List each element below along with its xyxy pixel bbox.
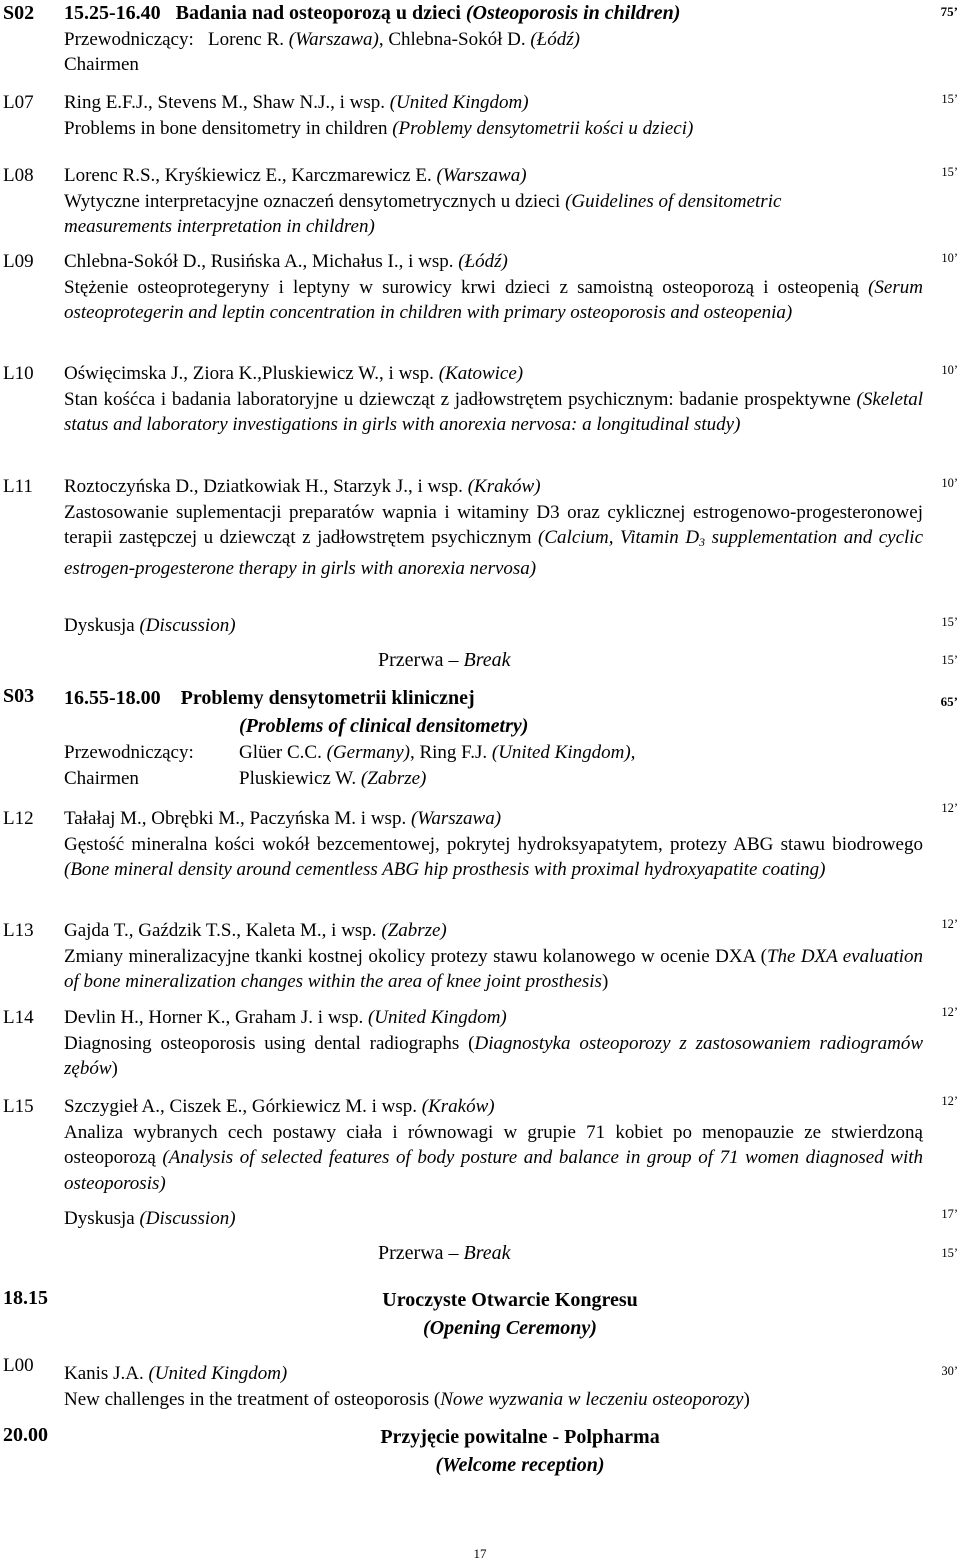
lecture-city: (Warszawa) [436,165,527,186]
lecture-authors: Ring E.F.J., Stevens M., Shaw N.J., i wsp. (United Kingdom) [64,92,529,113]
lecture-title-translation: (Calcium, Vitamin $D_3$ supplementation and cyclic estrogen-progesterone therapy in girls with anorexia nervosa) [64,527,924,579]
session-chairs [64,740,923,766]
lecture-duration: 12’ [941,1005,958,1019]
chair-name: , Chlebna-Sokół D. [378,28,526,50]
opening-title [330,1286,690,1342]
lecture-authors: Gajda T., Gaździk T.S., Kaleta M., i wsp. (Zabrze) [64,920,447,941]
lecture-body [64,1094,923,1196]
opening-title-pl: Uroczyste Otwarcie Kongresu [382,1289,638,1311]
session-time: 16.55-18.00 [64,687,161,709]
chair-name: Pluskiewicz W. [239,767,357,789]
lecture-body [64,90,923,141]
lecture-title-translation: (Bone mineral density around cementless ABG hip prosthesis with proximal hydroxyapatite coating) [64,859,826,880]
opening-title-en: (Opening Ceremony) [423,1317,597,1339]
lecture-city: (United Kingdom) [389,92,529,113]
discussion-label: Dyskusja (Discussion) [64,615,236,636]
lecture-title-translation: The DXA evaluation of bone mineralization changes within the area of knee joint prosthesis [64,945,923,992]
lecture-title: Stan kośćca i badania laboratoryjne u dziewcząt z jadłowstrętem psychicznym: badanie prospektywne (Skeletal status and laboratory investigations in girls with anorexia nervosa: a longitudinal study) [64,388,924,435]
session-chairs [64,27,923,53]
lecture-body [64,361,923,438]
lecture-code: L07 [3,92,34,113]
lecture-body [64,918,923,995]
session-header [64,684,923,791]
lecture-title-translation: measurements interpretation in children) [64,216,375,237]
discussion-label: Dyskusja (Discussion) [64,1208,236,1229]
opening-time: 18.15 [3,1287,48,1309]
lecture-body [64,249,923,326]
lecture-title: Analiza wybranych cech postawy ciała i równowagi w grupie 71 kobiet po menopauzie ze stwierdzoną osteoporozą (Analysis of selected features of body posture and balance in group of 71 women diagnosed with osteoporosis) [64,1121,923,1194]
lecture-duration: 10’ [941,476,958,490]
chair-city: (Łódź) [530,28,580,50]
page-number: 17 [473,1546,487,1561]
lecture-body [64,1005,923,1082]
chair-label-en: Chairmen [64,767,139,789]
lecture-duration: 10’ [941,363,958,377]
lecture-title-translation: (Skeletal status and laboratory investigations in girls with anorexia nervosa: a longitudinal study) [64,388,924,435]
discussion-duration: 17’ [941,1207,958,1221]
lecture-title: Wytyczne interpretacyjne oznaczeń densytometrycznych u dzieci (Guidelines of densitometric [64,190,782,212]
lecture-authors: Chlebna-Sokół D., Rusińska A., Michałus I., i wsp. (Łódź) [64,251,508,272]
lecture-code: L09 [3,251,34,272]
break-duration: 15’ [941,653,958,667]
welcome-title-pl: Przyjęcie powitalne - Polpharma [380,1426,660,1448]
lecture-title-translation: (Analysis of selected features of body posture and balance in group of 71 women diagnosed with osteoporosis) [64,1147,923,1194]
session-title [64,1,923,27]
session-title-en: (Osteoporosis in children) [465,2,681,24]
break-label: Przerwa – Break [378,649,511,671]
lecture-city: (Warszawa) [410,808,502,829]
lecture-title: Gęstość mineralna kości wokół bezcementowej, pokrytej hydroksyapatytem, protezy ABG stawu biodrowego (Bone mineral density around cementless ABG hip prosthesis with proximal hydroxyapatite coating) [64,833,923,880]
welcome-title [320,1423,720,1479]
session-title [64,684,923,712]
lecture-duration: 10’ [941,251,958,265]
lecture-body [64,1361,923,1412]
lecture-authors: Devlin H., Horner K., Graham J. i wsp. (United Kingdom) [64,1007,507,1028]
lecture-authors: Lorenc R.S., Kryśkiewicz E., Karczmarewicz E. (Warszawa) [64,165,527,186]
lecture-authors: Roztoczyńska D., Dziatkowiak H., Starzyk J., i wsp. (Kraków) [64,476,541,497]
chair-name: Lorenc R. [208,28,285,50]
lecture-city: (Kraków) [421,1096,495,1117]
break-duration: 15’ [941,1246,958,1260]
lecture-title-translation: (Serum osteoprotegerin and leptin concentration in children with primary osteoporosis and osteopenia) [64,276,923,323]
break-label: Przerwa – Break [378,1242,511,1264]
session-title-pl: Badania nad osteoporozą u dzieci [175,2,461,24]
lecture-title-translation: Diagnostyka osteoporozy z zastosowaniem radiogramów zębów [64,1032,923,1079]
session-title-pl: Problemy densytometrii klinicznej [180,687,475,709]
session-duration: 65’ [940,694,958,709]
lecture-city: (Zabrze) [381,920,447,941]
lecture-authors: Oświęcimska J., Ziora K.,Pluskiewicz W., i wsp. (Katowice) [64,363,524,384]
lecture-city: (Kraków) [467,476,541,497]
lecture-city: (United Kingdom) [367,1007,507,1028]
lecture-duration: 12’ [941,1094,958,1108]
session-header [64,1,923,78]
lecture-city: (United Kingdom) [148,1363,288,1384]
lecture-title: Problems in bone densitometry in children (Problemy densytometrii kości u dzieci) [64,117,694,139]
lecture-city: (Katowice) [438,363,524,384]
session-code: S02 [3,2,35,24]
lecture-duration: 15’ [941,92,958,106]
lecture-code: L15 [3,1096,34,1117]
lecture-code: L11 [3,476,33,497]
lecture-authors: Szczygieł A., Ciszek E., Górkiewicz M. i wsp. (Kraków) [64,1096,495,1117]
lecture-code: L08 [3,165,34,186]
lecture-code: L12 [3,808,34,829]
chair-name: , Ring F.J. [409,742,488,763]
lecture-city: (Łódź) [458,251,508,272]
lecture-duration: 12’ [941,917,958,931]
discussion-duration: 15’ [941,615,958,629]
lecture-title: Stężenie osteoprotegeryny i leptyny w surowicy krwi dzieci z samoistną osteoporozą i osteopenią (Serum osteoprotegerin and leptin concentration in children with primary osteoporosis and osteopenia) [64,276,923,323]
chair-label-en: Chairmen [64,54,139,75]
chair-label: Przewodniczący: [64,742,194,763]
chair-city: (United Kingdom), [491,742,636,763]
lecture-code: L14 [3,1007,34,1028]
lecture-code: L00 [3,1355,34,1376]
session-duration: 75’ [940,4,958,19]
chair-label: Przewodniczący: [64,28,194,50]
lecture-duration: 30’ [941,1364,958,1378]
lecture-title: Diagnosing osteoporosis using dental radiographs (Diagnostyka osteoporozy z zastosowaniem radiogramów zębów) [64,1032,923,1079]
chair-city: (Germany) [326,742,410,763]
lecture-title-translation: (Guidelines of densitometric [565,190,782,212]
welcome-title-en: (Welcome reception) [435,1454,605,1476]
lecture-authors: Kanis J.A. (United Kingdom) [64,1363,288,1384]
chair-city: (Zabrze) [360,767,427,789]
session-title-en: (Problems of clinical densitometry) [239,715,529,737]
session-time: 15.25-16.40 [64,2,161,24]
lecture-duration: 15’ [941,165,958,179]
lecture-code: L10 [3,363,34,384]
lecture-authors: Tałałaj M., Obrębki M., Paczyńska M. i wsp. (Warszawa) [64,808,502,829]
lecture-body [64,163,923,240]
lecture-body [64,474,923,581]
lecture-title: Zmiany mineralizacyjne tkanki kostnej okolicy protezy stawu kolanowego w ocenie DXA (The DXA evaluation of bone mineralization changes within the area of knee joint prosthesis) [64,945,923,992]
lecture-title: New challenges in the treatment of osteoporosis (Nowe wyzwania w leczeniu osteoporozy) [64,1388,750,1410]
welcome-time: 20.00 [3,1424,48,1446]
lecture-title-translation: Nowe wyzwania w leczeniu osteoporozy [440,1388,744,1410]
chair-name: Glüer C.C. [239,742,322,763]
lecture-title-translation: (Problemy densytometrii kości u dzieci) [392,117,694,139]
lecture-duration: 12’ [941,801,958,815]
lecture-title: Zastosowanie suplementacji preparatów wapnia i witaminy D3 oraz cyklicznej estrogenowo-progesteronowej terapii zastępczej u dziewcząt z jadłowstrętem psychicznym (Calcium, Vitamin $D_3$ supplementation and cyclic estrogen-progesterone therapy in girls with anorexia nervosa) [64,501,924,579]
session-code: S03 [3,685,35,707]
lecture-body [64,806,923,883]
lecture-code: L13 [3,920,34,941]
chair-city: (Warszawa) [288,28,379,50]
